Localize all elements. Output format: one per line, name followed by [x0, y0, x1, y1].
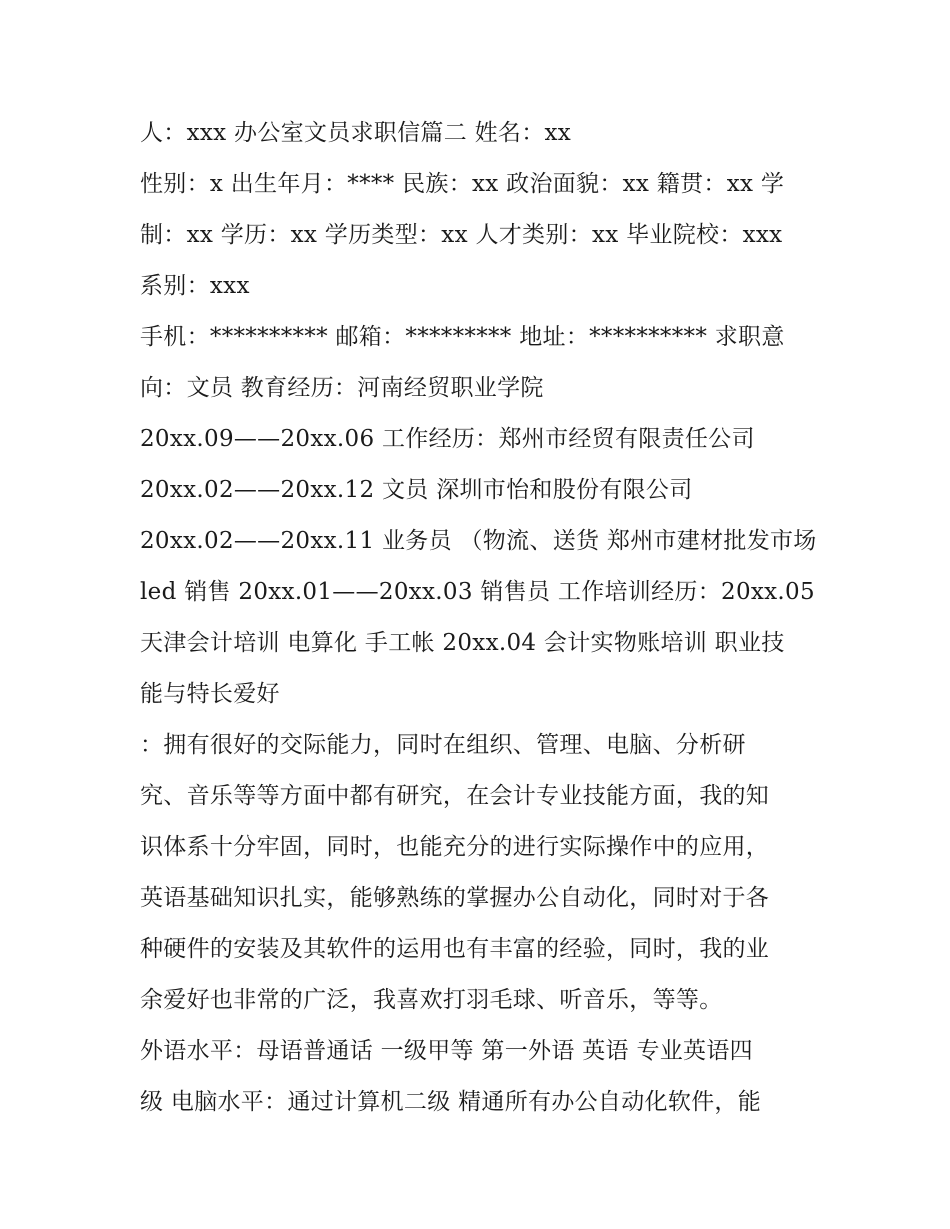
- text-line: 人：xxx 办公室文员求职信篇二 姓名：xx: [140, 120, 572, 146]
- text-line: 外语水平：母语普通话 一级甲等 第一外语 英语 专业英语四: [140, 1038, 753, 1064]
- text-line: 性别：x 出生年月：**** 民族：xx 政治面貌：xx 籍贯：xx 学: [140, 171, 785, 197]
- text-line: 20xx.09——20xx.06 工作经历：郑州市经贸有限责任公司: [140, 426, 755, 452]
- text-line: 能与特长爱好: [140, 681, 280, 707]
- text-line: 种硬件的安装及其软件的运用也有丰富的经验，同时，我的业: [140, 936, 770, 962]
- text-line: ：拥有很好的交际能力，同时在组织、管理、电脑、分析研: [140, 732, 746, 758]
- text-line: 手机：********** 邮箱：********* 地址：********** 求职意: [140, 324, 785, 350]
- document-body: [140, 108, 820, 1128]
- text-line: 20xx.02——20xx.11 业务员 （物流、送货 郑州市建材批发市场: [140, 528, 817, 554]
- text-line: 英语基础知识扎实，能够熟练的掌握办公自动化，同时对于各: [140, 885, 770, 911]
- text-line: 向：文员 教育经历：河南经贸职业学院: [140, 375, 544, 401]
- text-line: 余爱好也非常的广泛，我喜欢打羽毛球、听音乐，等等。: [140, 987, 723, 1013]
- text-line: 20xx.02——20xx.12 文员 深圳市怡和股份有限公司: [140, 477, 693, 503]
- text-line: 天津会计培训 电算化 手工帐 20xx.04 会计实物账培训 职业技: [140, 630, 785, 656]
- text-line: 级 电脑水平：通过计算机二级 精通所有办公自动化软件，能: [140, 1089, 762, 1115]
- text-line: 识体系十分牢固，同时，也能充分的进行实际操作中的应用，: [140, 834, 770, 860]
- text-line: 制：xx 学历：xx 学历类型：xx 人才类别：xx 毕业院校：xxx: [140, 222, 783, 248]
- text-line: 系别：xxx: [140, 273, 250, 299]
- text-line: 究、音乐等等方面中都有研究，在会计专业技能方面，我的知: [140, 783, 770, 809]
- text-line: led 销售 20xx.01——20xx.03 销售员 工作培训经历：20xx.05: [140, 579, 815, 605]
